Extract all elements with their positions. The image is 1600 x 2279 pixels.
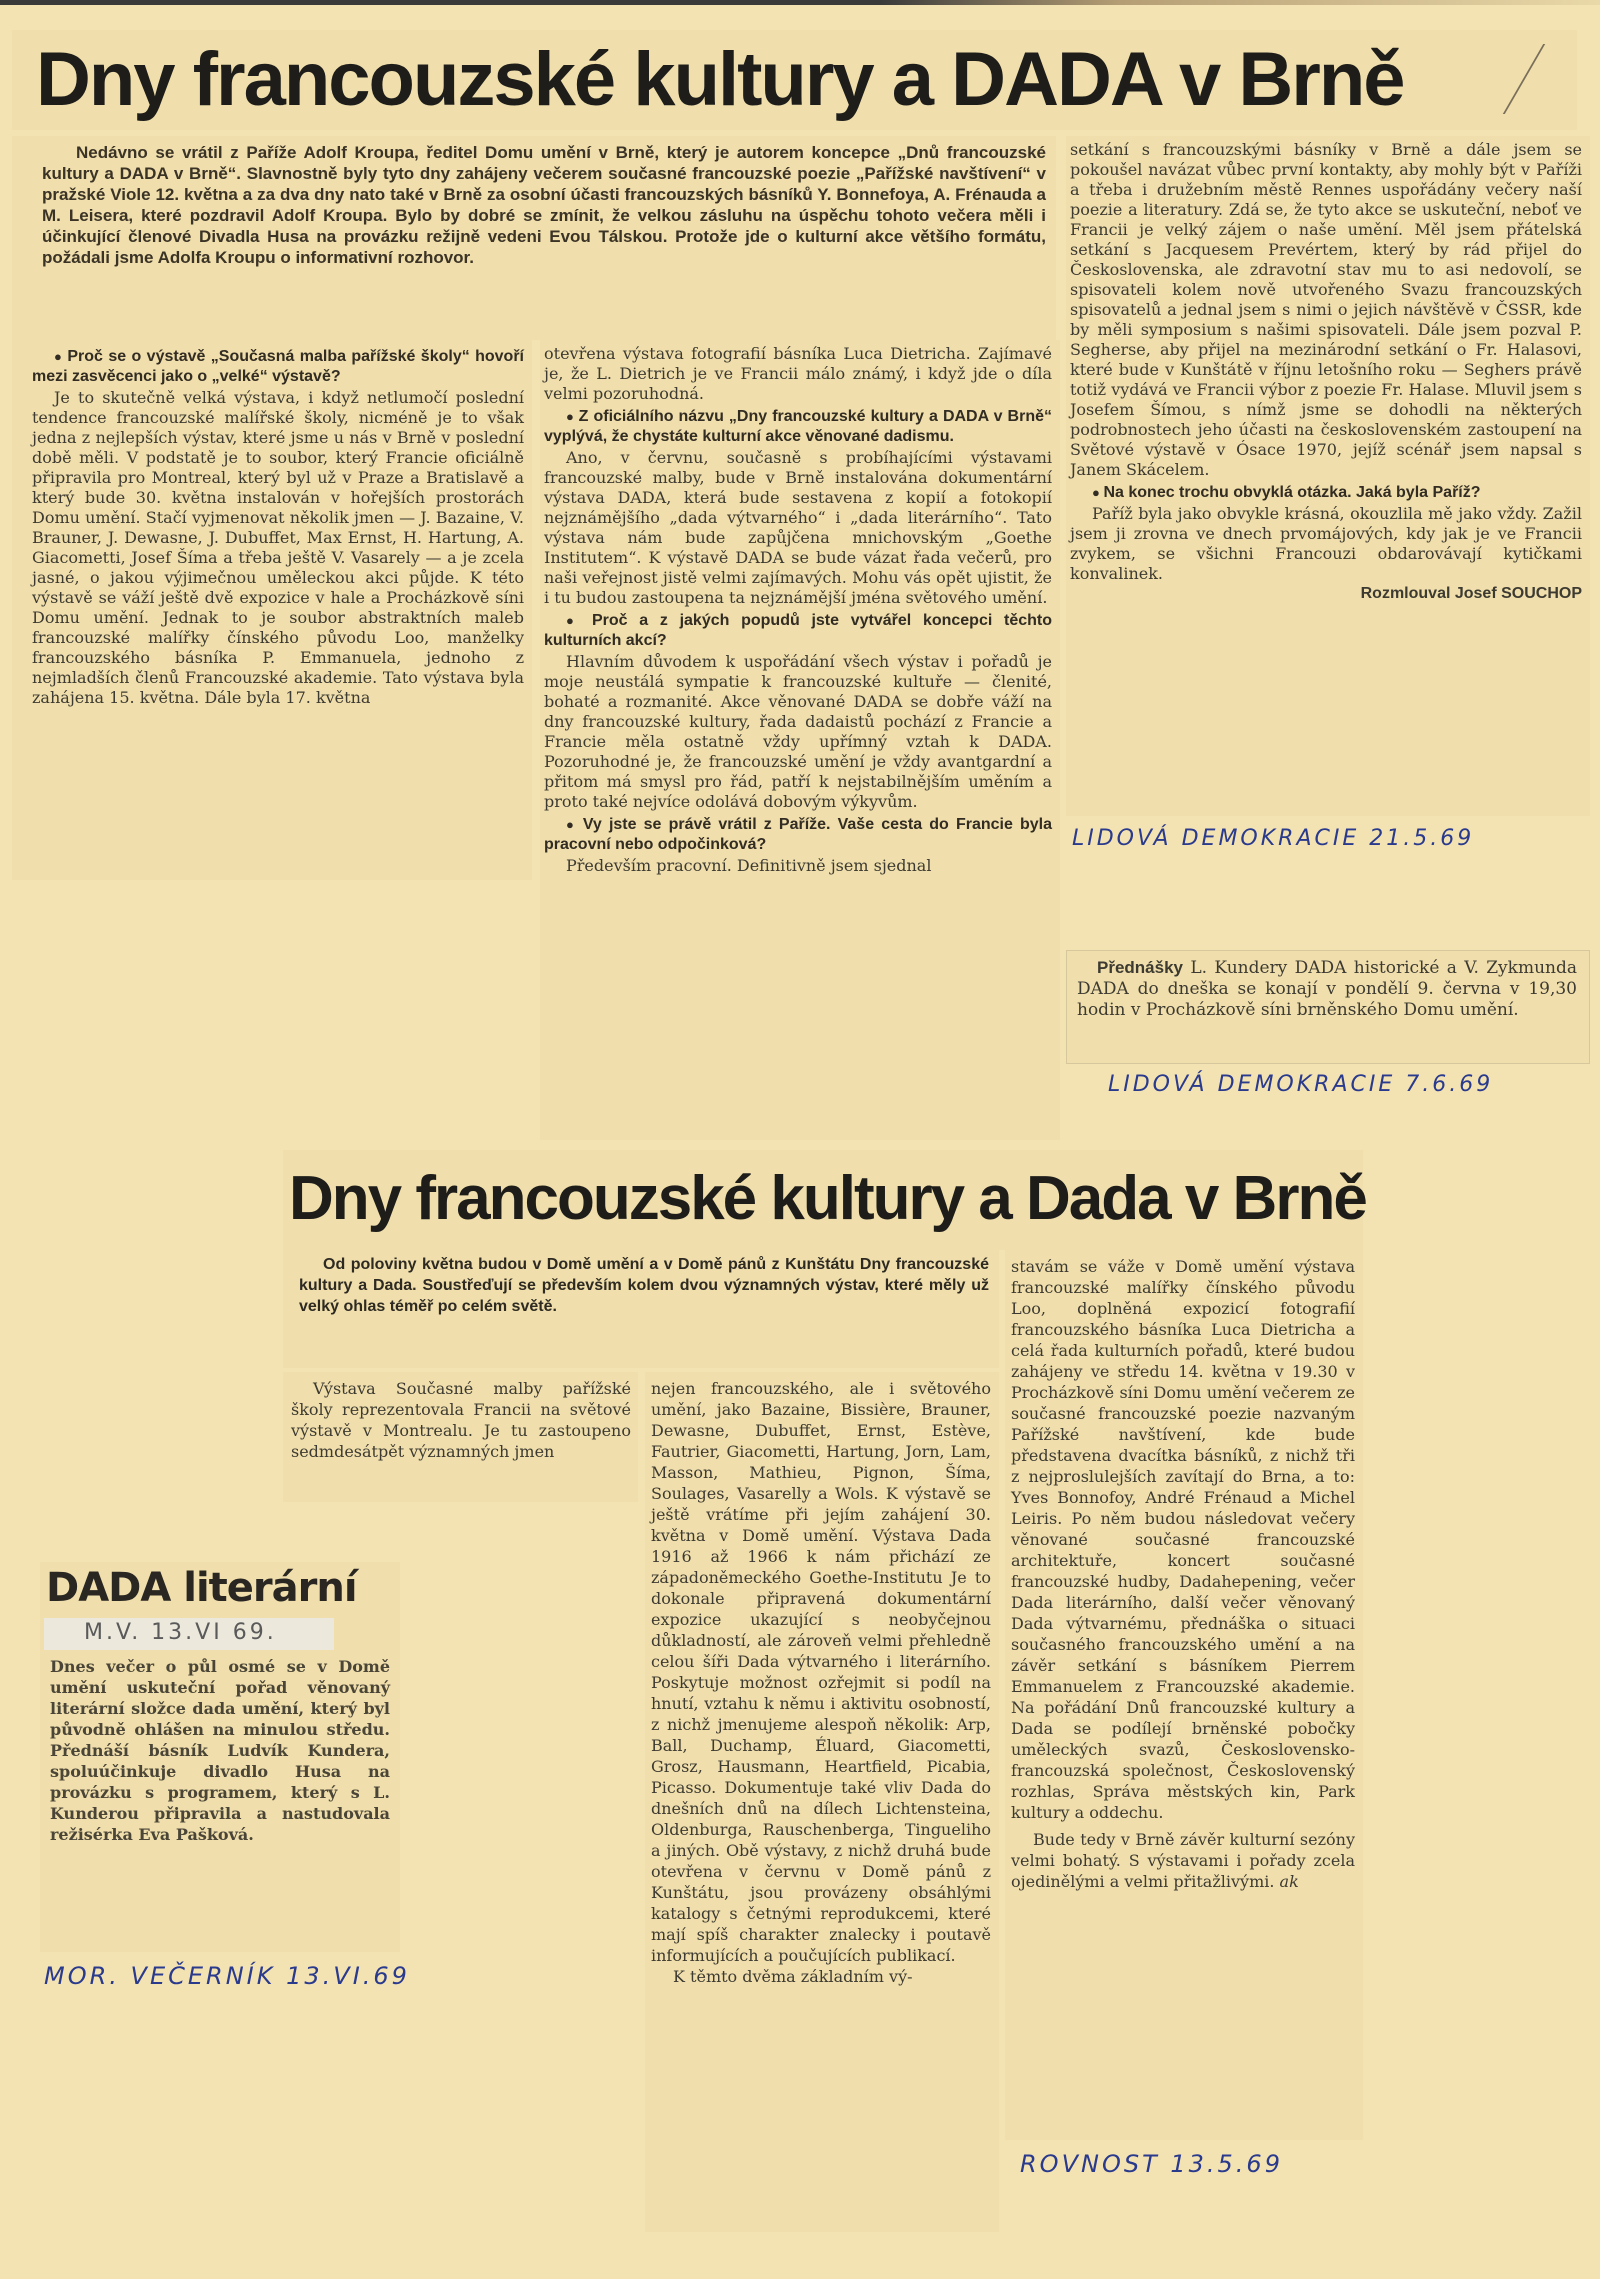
top-rule — [0, 0, 1600, 5]
clipping-interview — [12, 30, 1577, 130]
rovnost-column-3 — [1011, 1256, 1355, 1892]
interview-col3-box — [1066, 136, 1590, 816]
interview-column-3 — [1070, 140, 1582, 604]
answer-3: Hlavním důvodem k uspořádání všech výstav i pořadů je moje neustálá sympatie k francouzské kultuře — členité, bohaté a rozmanité. Akce věnované DADA se dobře váží na dny francouzské kultury, řada dadaistů pochází z Francie a Francie měla ostatně vždy upřímný vztah k DADA. Pozoruhodné je, že francouzské umění je vždy avantgardní a přitom má smysl pro řád, patří k nejstabilnějším uměním a proto také nejvíce odolává dobovým výkyvům. — [544, 652, 1052, 811]
question-4: ● Vy jste se právě vrátil z Paříže. Vaše cesta do Francie byla pracovní nebo odpočinková? — [544, 815, 1052, 855]
lectures-text — [1077, 957, 1577, 1021]
rovnost-author: ak — [1279, 1872, 1299, 1891]
answer-5: Paříž byla jako obvykle krásná, okouzlila mě jako vždy. Zažil jsem ji zrovna ve dnech prvomájových, kdy jak je ve Francii zvykem, se všichni Francouzi obdarovávají kytičkami konvalinek. — [1070, 504, 1582, 583]
interview-lead-box — [12, 136, 1056, 340]
interview-column-2 — [544, 344, 1052, 876]
answer-1: Je to skutečně velká výstava, i když netlumočí poslední tendence francouzské malířské školy, nicméně je to však jedna z nejlepších výstav, které jsme u nás v Brně v poslední době měli. V podstatě je to soubor, který Francie oficiálně připravila pro Montreal, který byl už v Praze a Bratislavě a který bude 30. května instalován v hořejších prostorách Domu umění. Stačí vyjmenovat několik jmen — J. Bazaine, V. Brauner, J. Dewasne, J. Dubuffet, Max Ernst, H. Hartung, A. Giacometti, Josef Šíma a třeba ještě V. Vasarely — a je zcela jasné, o jakou výjimečnou uměleckou akci půjde. K této výstavě se váží ještě dvě expozice v hale a Procházkově síni Domu umění. Jednak to je soubor abstraktních maleb francouzské malířky čínského původu Loo, manželky francouzského básníka P. Emmanuela, jednoho z nejmladších členů Francouzské akademie. Tato výstava byla zahájena 15. května. Dále byla 17. května — [32, 388, 524, 707]
clipping-dada-literarni — [40, 1562, 400, 1952]
headline-1: Dny francouzské kultury a DADA v Brně — [36, 37, 1404, 122]
rovnost-col3-box — [1005, 1250, 1363, 2140]
answer-1-continued: otevřena výstava fotografií básníka Luca Dietricha. Zajímavé je, že L. Dietrich je ve Francii málo známý, i když jde o díla velmi pozoruhodná. — [544, 344, 1052, 403]
answer-2: Ano, v červnu, současně s probíhajícími výstavami francouzské malby, bude v Brně instalována dokumentární výstava DADA, která bude sestavena z kopií a fotokopií nejznámějšího „dada výtvarného“ i „dada literárního“. Tato výstava nám bude zapůjčena mnichovským „Goethe Institutem“. K výstavě DADA se bude vázat řada večerů, pro naši veřejnost jistě velmi zajímavých. Mohu vás opět ujistit, že i tu budou zastoupena ta nejznámější jména světového umění. — [544, 448, 1052, 607]
interviewer-signature: Rozmlouval Josef SOUCHOP — [1360, 585, 1582, 602]
question-1: ● Proč se o výstavě „Současná malba pařížské školy“ hovoří mezi zasvěcenci jako o „velké“ výstavě? — [32, 347, 524, 387]
interview-column-1 — [32, 344, 524, 708]
handwritten-label-strip — [44, 1618, 334, 1650]
handwritten-source-4: MOR. VEČERNÍK 13.VI.69 — [44, 1962, 410, 1990]
rovnost-lead: Od poloviny května budou v Domě umění a v Domě pánů z Kunštátu Dny francouzské kultury a Dada. Soustřeďují se především kolem dvou významných výstav, které měly už velký ohlas téměř po celém světě. — [299, 1256, 989, 1315]
rovnost-col1-box — [283, 1372, 638, 1502]
lectures-body: L. Kundery DADA historické a V. Zykmunda DADA do dneška se konají v pondělí 9. června v 19,30 hodin v Procházkově síni brněnského Domu umění. — [1077, 958, 1578, 1020]
folded-corner — [1463, 44, 1545, 114]
question-5: ● Na konec trochu obvyklá otázka. Jaká byla Paříž? — [1070, 483, 1582, 503]
answer-4-continued: setkání s francouzskými básníky v Brně a dále jsem se pokoušel navázat vůbec první kontakty, aby mohly být v Paříži a třeba i družebním městě Rennes uspořádány večery naší poezie a literatury. Zdá se, že tyto akce se uskuteční, neboť ve Francii je velký zájem o naše umění. Měl jsem přátelská setkání s Jacquesem Prevértem, který by rád přijel do Československa, ale zdravotní stav mu to asi nedovolí, se spisovateli kolem nově utvořeného Svazu francouzských spisovatelů a jednal jsem s nimi o jejich návštěvě v ČSSR, kde by měli symposium s našimi spisovateli. Dále jsem pozval P. Segherse, aby přijel na mezinárodní setkání o Fr. Halasovi, které bude v Kunštátě v říjnu letošního roku — Seghers právě totiž vydává ve Francii výbor z poezie Fr. Halase. Mluvil jsem s Josefem Šímou, s nímž jsme se dohodli na některých podrobnostech jeho účasti na československém zastoupení na Světové výstavě v Ósace 1970, jejíž scénář jsem napsal s Janem Skácelem. — [1070, 140, 1582, 479]
clipping-rovnost-head — [283, 1150, 1366, 1250]
rovnost-col2-box — [645, 1372, 999, 2232]
question-3: ● Proč a z jakých popudů jste vytvářel koncepci těchto kulturních akcí? — [544, 611, 1052, 651]
interview-lead: Nedávno se vrátil z Paříže Adolf Kroupa, ředitel Domu umění v Brně, který je autorem koncepce „Dnů francouzské kultury a DADA v Brně“. Slavnostně byly tyto dny zahájeny večerem současné francouzské poezie „Pařížské navštívení“ v pražské Viole 12. května a za dva dny nato také v Brně za osobní účasti francouzských básníků Y. Bonnefoya, A. Frénauda a M. Leisera, které pozdravil Adolf Kroupa. Bylo by dobré se zmínit, že velkou zásluhu na úspěchu tohoto večera měli i účinkující členové Divadla Husa na provázku režijně vedeni Evou Tálskou. Protože jde o kulturní akce většího formátu, požádali jsme Adolfa Kroupu o informativní rozhovor. — [42, 143, 1046, 267]
handwritten-source-1: LIDOVÁ DEMOKRACIE 21.5.69 — [1072, 826, 1475, 851]
question-2: ● Z oficiálního názvu „Dny francouzské kultury a DADA v Brně“ vyplývá, že chystáte kulturní akce věnované dadismu. — [544, 407, 1052, 447]
dada-literarni-text: Dnes večer o půl osmé se v Domě umění uskuteční pořad věnovaný literární složce dada umění, který byl původně ohlášen na minulou středu. Přednáší básník Ludvík Kundera, spoluúčinkuje divadlo Husa na provázku s programem, který s L. Kunderou připravila a nastudovala režisérka Eva Pašková. — [50, 1657, 390, 1844]
rovnost-column-2 — [651, 1378, 991, 1987]
rovnost-column-3-text: stavám se váže v Domě umění výstava francouzské malířky čínského původu Loo, doplněná expozicí fotografií francouzského básníka Luca Dietricha a celá řada kulturních pořadů, které budou zahájeny ve středu 14. května v 19.30 v Procházkově síni Domu umění večerem ze současné francouzské poezie nazvaným Pařížské navštívení, kde bude představena dvacítka básníků, z nichž tři z nejproslulejších zavítají do Brna, a to: Yves Bonnofoy, André Frénaud a Michel Leiris. Po něm budou následovat večery věnované současné francouzské architektuře, koncert současné francouzské hudby, Dadahepening, večer Dada literárního, další večer věnovaný Dada výtvarnému, přednáška o situaci současného francouzského umění a na závěr setkání s básníkem Pierrem Emmanuelem z Francouzské akademie. Na pořádání Dnů francouzské kultury a Dada se podílejí brněnské pobočky uměleckých svazů, Československo-francouzská společnost, Československý rozhlas, Správa městských kin, Park kultury a oddechu. — [1011, 1257, 1355, 1822]
handwritten-label: M.V. 13.VI 69. — [84, 1620, 277, 1645]
rovnost-column-2-text: nejen francouzského, ale i světového umění, jako Bazaine, Bissière, Brauner, Dewasne, Dubuffet, Ernst, Estève, Fautrier, Giacometti, Hartung, Jorn, Lam, Masson, Mathieu, Pignon, Šíma, Soulages, Vasarelly a Wols. K výstavě se ještě vrátíme při jejím zahájení 30. května v Domě umění. Výstava Dada 1916 až 1966 k nám přichází ze západoněmeckého Goethe-Institutu Je to dokonale připravená dokumentární expozice ukazující s neobyčejnou důkladností, ale zároveň velmi přehledně celou šíři Dada výtvarného i literárního. Poskytuje možnost ozřejmit si podíl na hnutí, vztahu k němu i aktivitu osobností, z nichž jmenujeme alespoň několik: Arp, Ball, Duchamp, Éluard, Giacometti, Grosz, Hausmann, Heartfield, Picabia, Picasso. Dokumentuje také vliv Dada do dnešních dnů na dílech Lichtensteina, Oldenburga, Rauschenberga, Tingueliho a jiných. Obě výstavy, z nichž druhá bude otevřena v červnu v Domě pánů z Kunštátu, jsou provázeny obsáhlými katalogy s četnými reprodukcemi, které mají spíš charakter znalecky i poutavě informujících a poučujících publikací. — [651, 1379, 991, 1965]
rovnost-column-3-closing: Bude tedy v Brně závěr kulturní sezóny velmi bohatý. S výstavami i pořady zcela ojedinělými a velmi přitažlivými. — [1011, 1830, 1355, 1891]
lectures-bold-lead: Přednášky — [1097, 958, 1183, 977]
interview-col1-box — [12, 340, 532, 880]
clipping-lectures — [1066, 950, 1590, 1064]
handwritten-source-2: LIDOVÁ DEMOKRACIE 7.6.69 — [1108, 1072, 1494, 1097]
rovnost-column-1: Výstava Současné malby pařížské školy reprezentovala Francii na světové výstavě v Montrealu. Je tu zastoupeno sedmdesátpět významných jmen — [291, 1379, 631, 1461]
rovnost-column-2-last: K těmto dvěma základním vý- — [673, 1967, 913, 1986]
clipping-rovnost-lead-box — [283, 1250, 999, 1368]
headline-4: DADA literární — [46, 1565, 357, 1611]
answer-4: Především pracovní. Definitivně jsem sjednal — [566, 856, 932, 875]
interview-col2-box — [540, 340, 1060, 1140]
handwritten-source-3: ROVNOST 13.5.69 — [1020, 2150, 1283, 2178]
headline-3: Dny francouzské kultury a Dada v Brně — [289, 1164, 1366, 1233]
